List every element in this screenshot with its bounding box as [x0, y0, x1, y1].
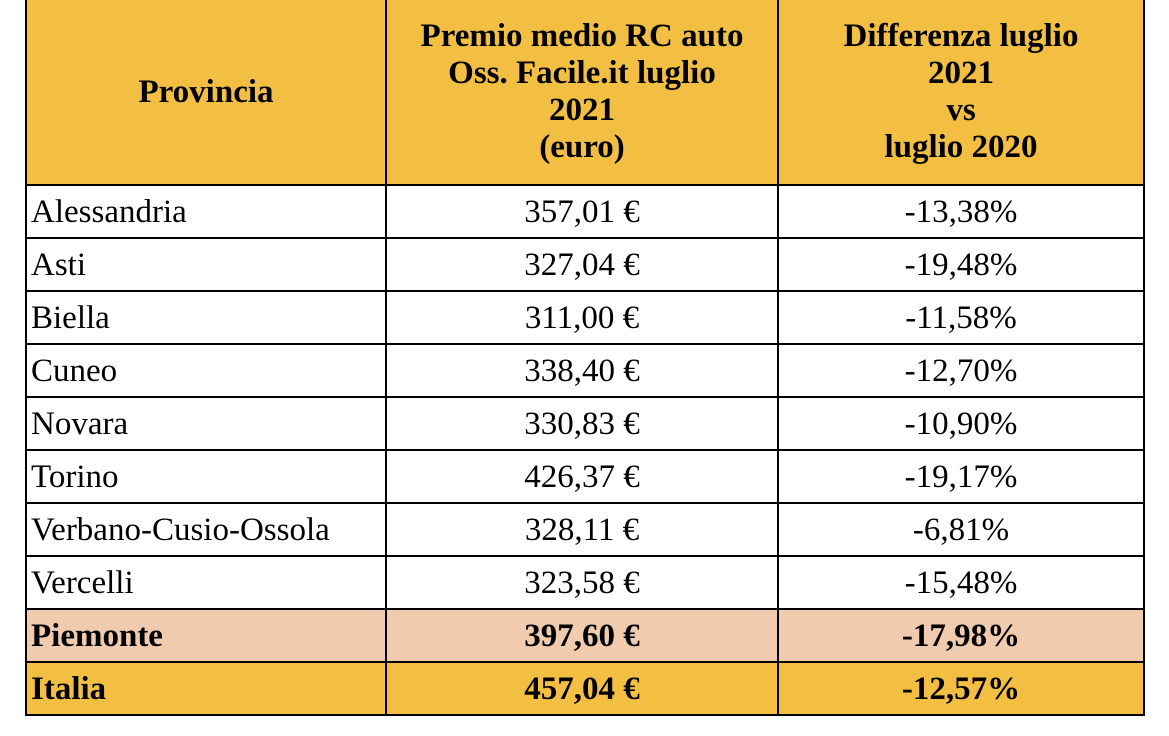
header-differenza	[778, 0, 1144, 185]
cell-premio: 397,60 €	[386, 609, 778, 662]
cell-premio: 323,58 €	[386, 556, 778, 609]
rc-auto-premium-table	[25, 0, 1145, 716]
table-row	[26, 397, 1144, 450]
cell-provincia: Italia	[26, 662, 386, 715]
cell-differenza: -12,70%	[778, 344, 1144, 397]
cell-provincia: Biella	[26, 291, 386, 344]
header-diff-line: vs	[946, 92, 976, 128]
table-row	[26, 450, 1144, 503]
cell-provincia: Verbano-Cusio-Ossola	[26, 503, 386, 556]
cell-premio: 328,11 €	[386, 503, 778, 556]
header-diff-line: Differenza luglio	[843, 18, 1079, 54]
cell-differenza: -11,58%	[778, 291, 1144, 344]
cell-provincia: Novara	[26, 397, 386, 450]
table-row	[26, 185, 1144, 238]
country-total-row	[26, 662, 1144, 715]
cell-provincia: Piemonte	[26, 609, 386, 662]
cell-premio: 311,00 €	[386, 291, 778, 344]
table-row	[26, 556, 1144, 609]
region-total-row	[26, 609, 1144, 662]
cell-premio: 330,83 €	[386, 397, 778, 450]
cell-differenza: -12,57%	[778, 662, 1144, 715]
header-premio-line: Oss. Facile.it luglio	[448, 55, 716, 91]
header-premio-line: Premio medio RC auto	[420, 18, 744, 54]
cell-provincia: Asti	[26, 238, 386, 291]
table-row	[26, 291, 1144, 344]
header-premio-line: 2021	[549, 92, 615, 128]
cell-differenza: -17,98%	[778, 609, 1144, 662]
header-premio-medio	[386, 0, 778, 185]
cell-premio: 357,01 €	[386, 185, 778, 238]
header-row	[26, 0, 1144, 185]
cell-premio: 457,04 €	[386, 662, 778, 715]
cell-differenza: -6,81%	[778, 503, 1144, 556]
cell-differenza: -15,48%	[778, 556, 1144, 609]
header-provincia: Provincia	[26, 0, 386, 185]
cell-differenza: -19,17%	[778, 450, 1144, 503]
cell-premio: 338,40 €	[386, 344, 778, 397]
cell-provincia: Alessandria	[26, 185, 386, 238]
table-row	[26, 503, 1144, 556]
cell-differenza: -13,38%	[778, 185, 1144, 238]
cell-provincia: Torino	[26, 450, 386, 503]
header-diff-line: 2021	[928, 55, 994, 91]
cell-premio: 327,04 €	[386, 238, 778, 291]
header-diff-line: luglio 2020	[884, 129, 1038, 165]
cell-provincia: Vercelli	[26, 556, 386, 609]
cell-premio: 426,37 €	[386, 450, 778, 503]
table-row	[26, 238, 1144, 291]
table-row	[26, 344, 1144, 397]
cell-provincia: Cuneo	[26, 344, 386, 397]
header-premio-line: (euro)	[539, 129, 625, 165]
cell-differenza: -10,90%	[778, 397, 1144, 450]
cell-differenza: -19,48%	[778, 238, 1144, 291]
